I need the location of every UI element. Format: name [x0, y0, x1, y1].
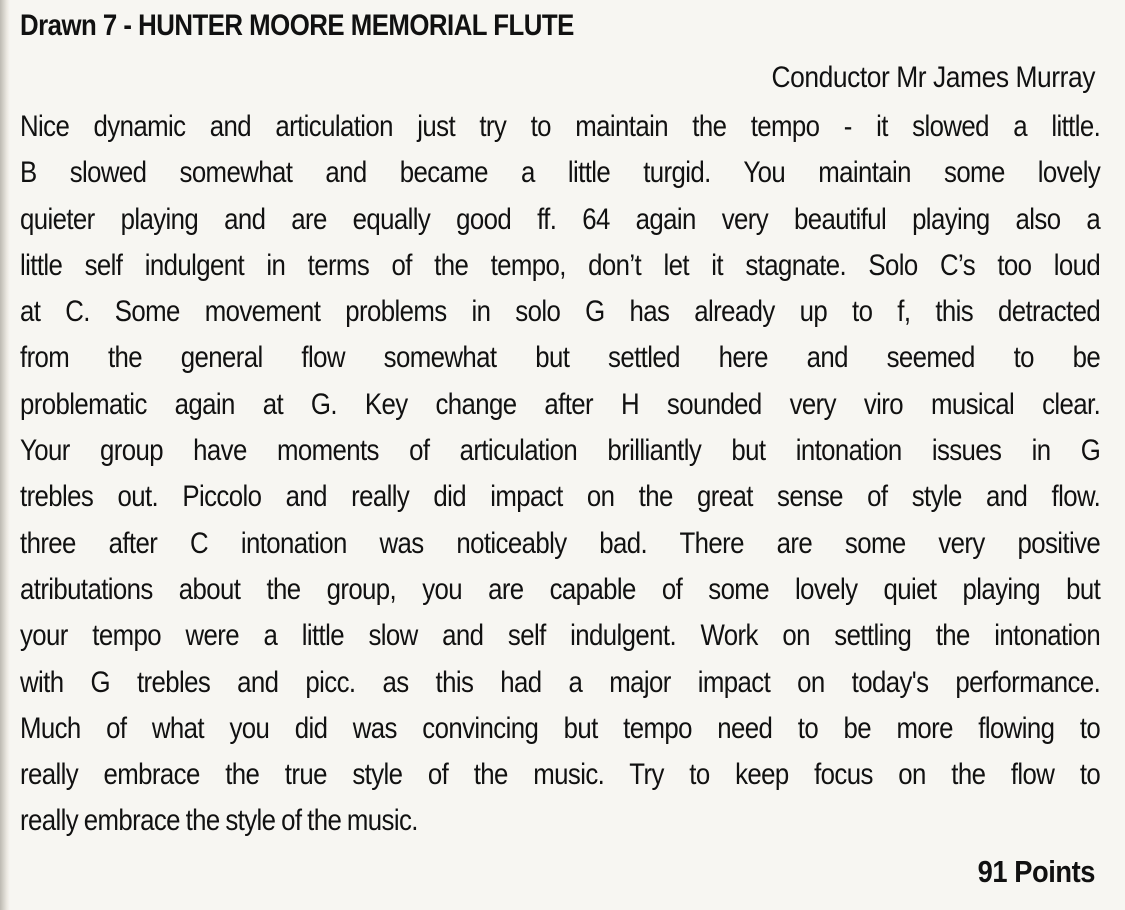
remark-line: at C. Some movement problems in solo G has already up to f, this detracted: [20, 295, 1101, 329]
remark-line: from the general flow somewhat but settled here and seemed to be: [20, 341, 1101, 375]
remark-line: atributations about the group, you are capable of some lovely quiet playing but: [20, 572, 1101, 606]
remark-line: with G trebles and picc. as this had a major impact on today's performance.: [20, 665, 1101, 699]
score-points: 91 Points: [977, 853, 1095, 889]
remark-line: your tempo were a little slow and self indulgent. Work on settling the intonation: [20, 619, 1101, 653]
remark-line: really embrace the true style of the music. Try to keep focus on the flow to: [20, 758, 1101, 792]
remark-line: B slowed somewhat and became a little turgid. You maintain some lovely: [20, 156, 1101, 190]
band-title: Drawn 7 - HUNTER MOORE MEMORIAL FLUTE: [20, 9, 574, 42]
remark-line: quieter playing and are equally good ff. 64 again very beautiful playing also a: [20, 202, 1101, 236]
page-edge-shadow: [0, 0, 10, 910]
remark-line: Nice dynamic and articulation just try to maintain the tempo - it slowed a little.: [20, 110, 1101, 143]
adjudicator-remarks: [20, 104, 1101, 845]
remark-line: problematic again at G. Key change after H sounded very viro musical clear.: [20, 387, 1101, 421]
remark-line: little self indulgent in terms of the tempo, don’t let it stagnate. Solo C’s too loud: [20, 248, 1101, 282]
remark-line: trebles out. Piccolo and really did impact on the great sense of style and flow.: [20, 480, 1101, 514]
remark-line: Your group have moments of articulation brilliantly but intonation issues in G: [20, 434, 1101, 468]
remark-line: really embrace the style of the music.: [20, 804, 418, 838]
conductor-line: Conductor Mr James Murray: [771, 61, 1095, 94]
remark-line: three after C intonation was noticeably bad. There are some very positive: [20, 526, 1101, 560]
remark-line: Much of what you did was convincing but tempo need to be more flowing to: [20, 711, 1101, 745]
